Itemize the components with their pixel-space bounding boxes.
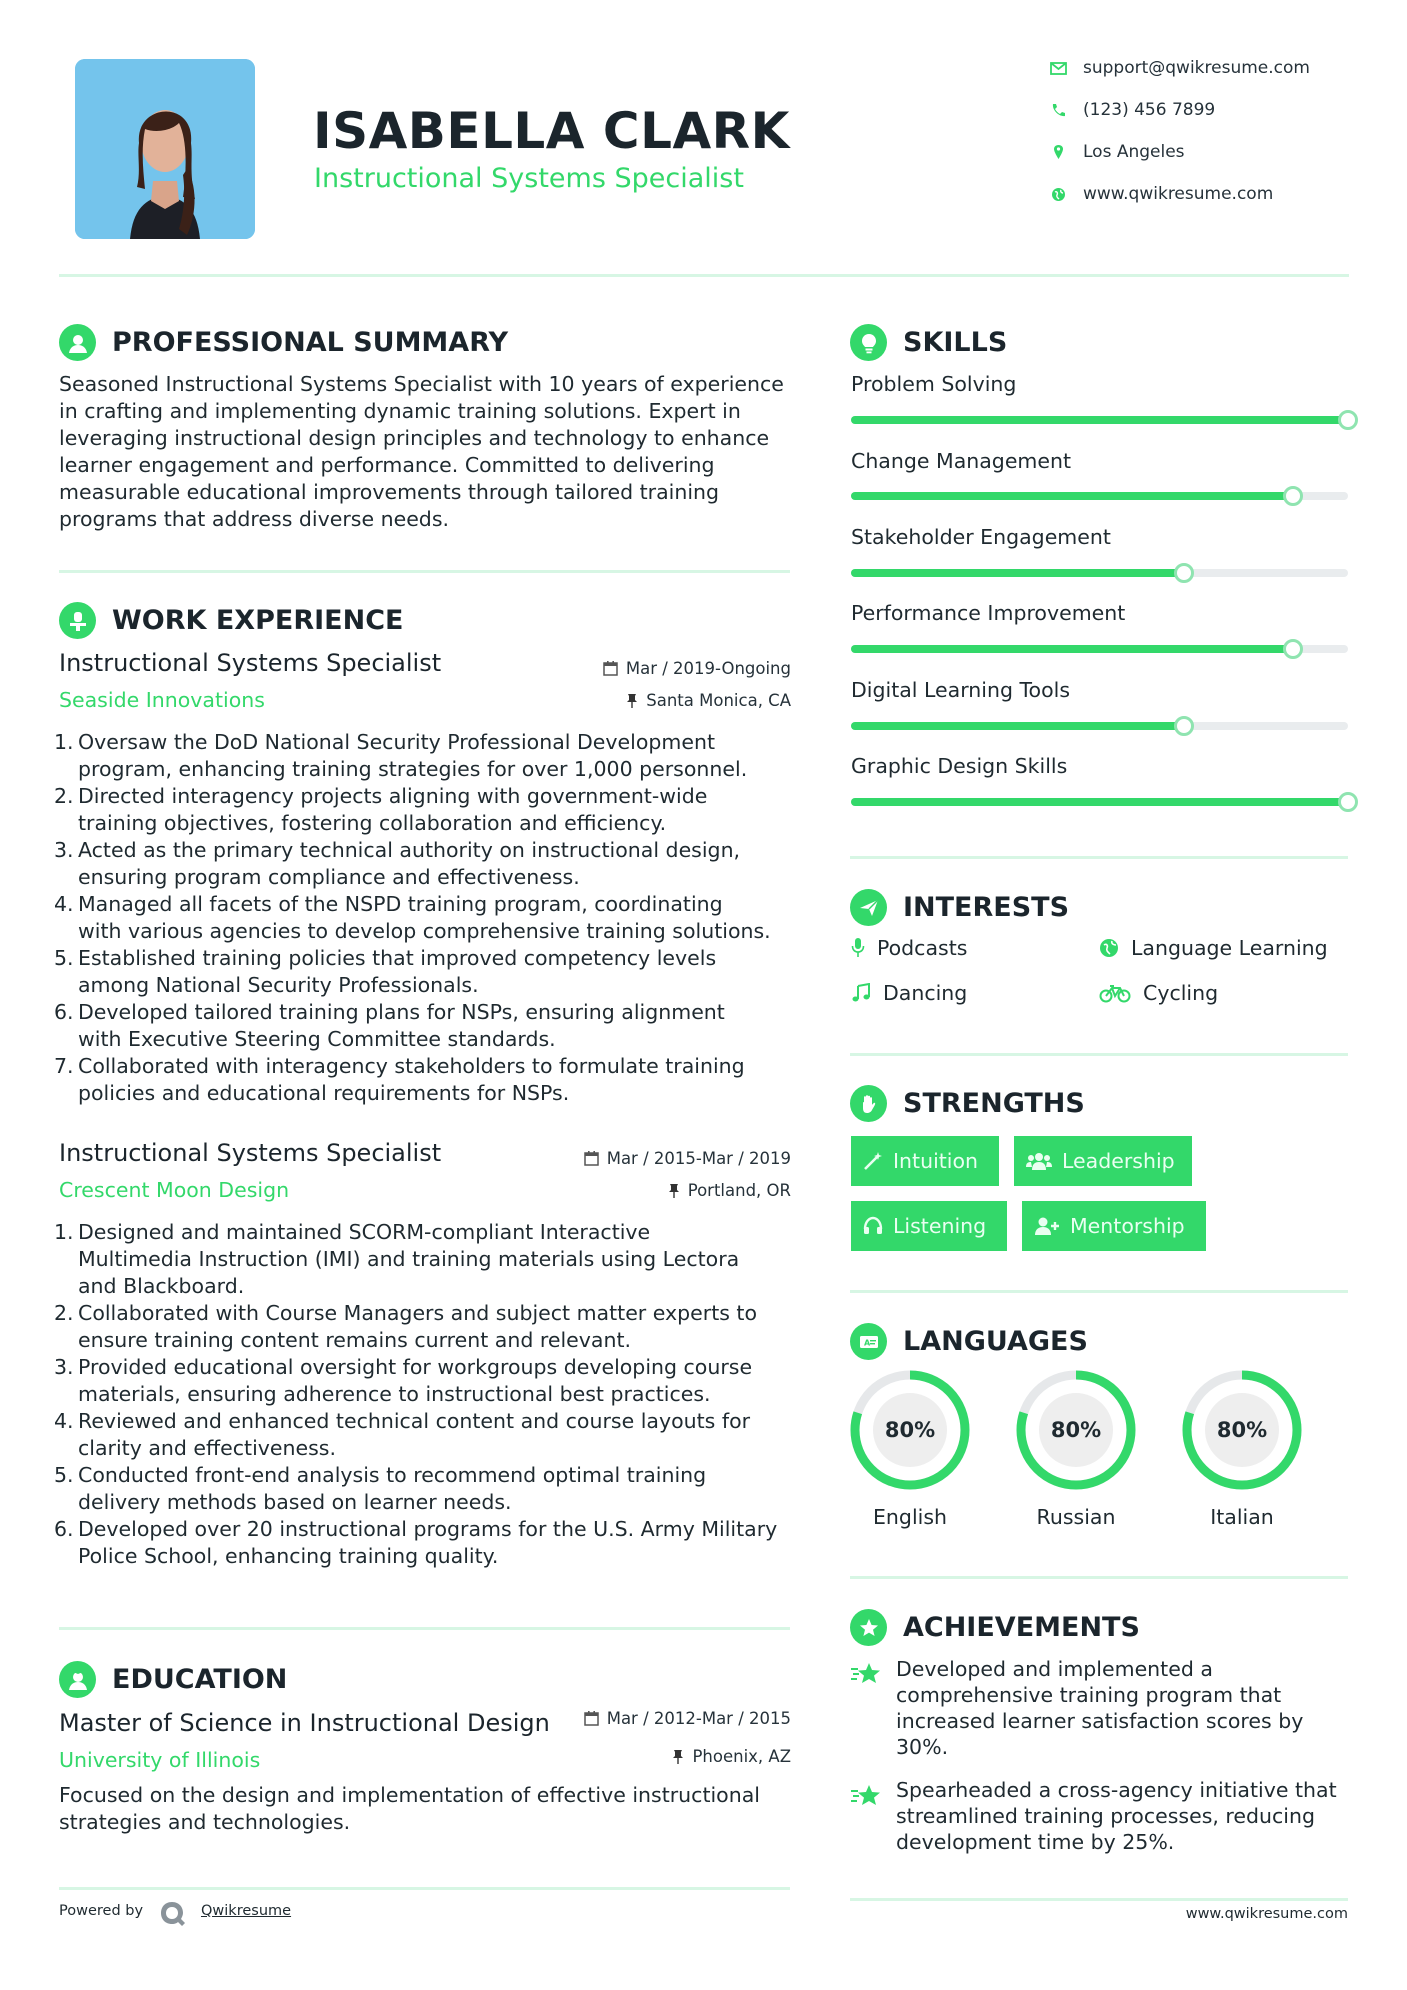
contact-email-text: support@qwikresume.com (1083, 58, 1310, 78)
star-icon (850, 1783, 884, 1813)
strength-chip-listening (851, 1201, 1007, 1251)
skill-bar-fill (851, 645, 1293, 653)
interest-language-learning (1099, 936, 1328, 960)
languages-divider (850, 1576, 1348, 1579)
job-bullets (54, 729, 809, 1107)
hand-icon (850, 1085, 887, 1122)
summary-heading (59, 324, 508, 361)
work-divider (59, 1627, 790, 1630)
interests-heading (850, 889, 1069, 926)
interest-label: Podcasts (877, 936, 968, 960)
star-badge-icon (850, 1609, 887, 1646)
skill-bar-knob[interactable] (1338, 792, 1358, 812)
skill-bar-knob[interactable] (1283, 639, 1303, 659)
contact-website-text: www.qwikresume.com (1083, 184, 1274, 204)
achievement-line: comprehensive training program that (896, 1683, 1282, 1707)
list-item: 1. Designed and maintained SCORM-compliant Interactive Multimedia Instruction (IMI) and training materials using Lectora and Blackboard. (54, 1220, 740, 1298)
achievement-line: Spearheaded a cross-agency initiative that (896, 1778, 1337, 1802)
skill-label: Change Management (851, 449, 1072, 473)
skill-bar (851, 645, 1348, 653)
map-pin-icon (1050, 144, 1067, 160)
summary-line: programs that address diverse needs. (59, 507, 450, 531)
interest-podcasts (851, 936, 967, 960)
interest-label: Language Learning (1131, 936, 1328, 960)
strength-chip-intuition (851, 1136, 999, 1186)
summary-line: Seasoned Instructional Systems Specialist with 10 years of experience (59, 372, 784, 396)
summary-line: learner engagement and performance. Committed to delivering (59, 453, 715, 477)
job-location-text: Portland, OR (687, 1181, 791, 1200)
achievement-line: streamlined training processes, reducing (896, 1804, 1315, 1828)
skills-heading-text: SKILLS (903, 327, 1008, 358)
phone-icon (1050, 103, 1067, 118)
svg-text:A: A (863, 1338, 870, 1347)
contact-location (1050, 142, 1185, 162)
list-item: 2. Directed interagency projects aligning with government-wide training objectives, fostering collaboration and efficiency. (54, 784, 708, 835)
skill-bar (851, 722, 1348, 730)
bicycle-icon (1099, 983, 1131, 1003)
skill-bar-fill (851, 722, 1184, 730)
strength-label: Intuition (893, 1149, 979, 1173)
education-line: strategies and technologies. (59, 1810, 351, 1834)
contact-phone[interactable] (1050, 100, 1215, 120)
podium-icon (59, 602, 96, 639)
job-date (603, 659, 791, 678)
education-heading (59, 1661, 287, 1698)
pushpin-icon (626, 693, 638, 708)
interest-label: Cycling (1143, 981, 1219, 1005)
list-item: 3. Provided educational oversight for workgroups developing course materials, ensuring adherence to instructional best practices. (54, 1355, 753, 1406)
strength-label: Mentorship (1070, 1214, 1185, 1238)
job-location (668, 1181, 791, 1200)
skills-divider (850, 856, 1348, 859)
skills-heading (850, 324, 1007, 361)
contact-email[interactable] (1050, 58, 1310, 78)
achievements-heading-text: ACHIEVEMENTS (903, 1612, 1140, 1643)
education-line: Focused on the design and implementation of effective instructional (59, 1783, 760, 1807)
interests-divider (850, 1053, 1348, 1056)
list-item: 3. Acted as the primary technical authority on instructional design, ensuring program compliance and effectiveness. (54, 838, 741, 889)
footer-divider-left (59, 1887, 790, 1890)
job-title: Instructional Systems Specialist (59, 1139, 442, 1167)
job-title: Instructional Systems Specialist (59, 649, 442, 677)
list-item: 1. Oversaw the DoD National Security Professional Development program, enhancing training strategies for over 1,000 personnel. (54, 730, 748, 781)
work-heading (59, 602, 403, 639)
list-item: 4. Reviewed and enhanced technical content and course layouts for clarity and effectiveness. (54, 1409, 751, 1460)
pushpin-icon (668, 1183, 680, 1198)
user-plus-icon (1034, 1216, 1060, 1236)
skill-bar-fill (851, 798, 1348, 806)
skill-label: Problem Solving (851, 372, 1017, 396)
lightbulb-icon (850, 324, 887, 361)
summary-line: leveraging instructional design principles and technology to enhance (59, 426, 770, 450)
list-item: 6. Developed over 20 instructional programs for the U.S. Army Military Police School, enhancing training quality. (54, 1517, 778, 1568)
calendar-icon (584, 1711, 599, 1726)
languages-heading (850, 1323, 1088, 1360)
achievement-item (896, 1656, 1356, 1760)
job-company: Seaside Innovations (59, 688, 265, 712)
profile-photo (75, 59, 255, 239)
job-date-text: Mar / 2019-Ongoing (625, 659, 791, 678)
summary-divider (59, 570, 790, 573)
language-card-icon (850, 1323, 887, 1360)
list-item: 4. Managed all facets of the NSPD training program, coordinating with various agencies to develop comprehensive training solutions. (54, 892, 771, 943)
magic-wand-icon (863, 1151, 883, 1171)
achievement-item (896, 1777, 1356, 1855)
achievement-line: development time by 25%. (896, 1830, 1175, 1854)
language-label: Italian (1210, 1505, 1274, 1529)
interest-cycling (1099, 981, 1218, 1005)
contact-website[interactable] (1050, 184, 1273, 204)
footer-divider-right (850, 1898, 1348, 1901)
list-item: 5. Established training policies that improved competency levels among National Security Professionals. (54, 946, 717, 997)
header-divider (59, 274, 1349, 277)
language-percent: 80% (884, 1418, 936, 1442)
interest-dancing (851, 981, 967, 1005)
summary-line: in crafting and implementing dynamic training solutions. Expert in (59, 399, 741, 423)
list-item: 2. Collaborated with Course Managers and subject matter experts to ensure training content remains current and relevant. (54, 1301, 758, 1352)
language-percent: 80% (1216, 1418, 1268, 1442)
language-ring (1180, 1368, 1304, 1492)
degree-title: Master of Science in Instructional Design (59, 1709, 550, 1737)
list-item: 7. Collaborated with interagency stakeholders to formulate training policies and educational requirements for NSPs. (54, 1054, 745, 1105)
summary-heading-text: PROFESSIONAL SUMMARY (112, 327, 509, 358)
skill-label: Digital Learning Tools (851, 678, 1071, 702)
work-heading-text: WORK EXPERIENCE (112, 605, 404, 636)
education-heading-text: EDUCATION (112, 1664, 288, 1695)
pushpin-icon (672, 1749, 684, 1764)
calendar-icon (603, 661, 618, 676)
envelope-icon (1050, 62, 1067, 75)
languages-heading-text: LANGUAGES (903, 1326, 1088, 1357)
language-label: Russian (1036, 1505, 1116, 1529)
education-location-text: Phoenix, AZ (692, 1747, 791, 1766)
job-bullets (54, 1219, 809, 1570)
education-description (59, 1782, 809, 1836)
achievement-line: increased learner satisfaction scores by (896, 1709, 1304, 1733)
language-percent: 80% (1050, 1418, 1102, 1442)
music-note-icon (851, 983, 871, 1003)
strength-label: Leadership (1062, 1149, 1175, 1173)
job-company: Crescent Moon Design (59, 1178, 290, 1202)
powered-by-label: Powered by (59, 1903, 144, 1919)
strength-label: Listening (893, 1214, 987, 1238)
globe-icon (1050, 187, 1067, 202)
skill-bar-knob[interactable] (1174, 563, 1194, 583)
education-location (672, 1747, 791, 1766)
users-icon (1026, 1151, 1052, 1171)
education-date-text: Mar / 2012-Mar / 2015 (606, 1709, 791, 1728)
job-location-text: Santa Monica, CA (646, 691, 791, 710)
list-item: 6. Developed tailored training plans for NSPs, ensuring alignment with Executive Steering Committee standards. (54, 1000, 725, 1051)
skill-bar-fill (851, 569, 1184, 577)
strength-chip-leadership (1014, 1136, 1192, 1186)
candidate-name: ISABELLA CLARK (313, 102, 790, 160)
skill-label: Stakeholder Engagement (851, 525, 1111, 549)
language-ring (1014, 1368, 1138, 1492)
achievements-heading (850, 1609, 1140, 1646)
language-label: English (872, 1505, 948, 1529)
education-date (584, 1709, 791, 1728)
summary-text (59, 371, 799, 533)
footer-website[interactable]: www.qwikresume.com (1185, 1906, 1348, 1922)
skill-label: Performance Improvement (851, 601, 1126, 625)
graduate-icon (59, 1661, 96, 1698)
language-ring (848, 1368, 972, 1492)
paper-plane-icon (850, 889, 887, 926)
qwikresume-link[interactable]: Qwikresume (201, 1903, 292, 1919)
globe-icon (1099, 938, 1119, 958)
skill-label: Graphic Design Skills (851, 754, 1068, 778)
skill-bar (851, 416, 1348, 424)
microphone-icon (851, 937, 865, 959)
summary-line: measurable educational improvements through tailored training (59, 480, 720, 504)
interests-heading-text: INTERESTS (903, 892, 1070, 923)
contact-location-text: Los Angeles (1083, 142, 1185, 162)
skill-bar-knob[interactable] (1174, 716, 1194, 736)
calendar-icon (584, 1151, 599, 1166)
user-circle-icon (59, 324, 96, 361)
strengths-heading-text: STRENGTHS (903, 1088, 1085, 1119)
strengths-divider (850, 1290, 1348, 1293)
skill-bar (851, 569, 1348, 577)
interest-label: Dancing (883, 981, 968, 1005)
headphones-icon (863, 1216, 883, 1236)
skill-bar-knob[interactable] (1338, 410, 1358, 430)
skill-bar-fill (851, 492, 1293, 500)
job-date (584, 1149, 791, 1168)
skill-bar (851, 492, 1348, 500)
list-item: 5. Conducted front-end analysis to recommend optimal training delivery methods based on learner needs. (54, 1463, 707, 1514)
job-location (626, 691, 791, 710)
qwikresume-logo-icon (158, 1899, 188, 1931)
skill-bar-fill (851, 416, 1348, 424)
achievement-line: Developed and implemented a (896, 1657, 1213, 1681)
strengths-heading (850, 1085, 1085, 1122)
skill-bar-knob[interactable] (1283, 486, 1303, 506)
candidate-title: Instructional Systems Specialist (314, 163, 744, 194)
job-date-text: Mar / 2015-Mar / 2019 (606, 1149, 791, 1168)
skill-bar (851, 798, 1348, 806)
achievement-line: 30%. (896, 1735, 949, 1759)
strength-chip-mentorship (1022, 1201, 1206, 1251)
contact-phone-text: (123) 456 7899 (1083, 100, 1216, 120)
star-icon (850, 1661, 884, 1691)
school-name: University of Illinois (59, 1748, 261, 1772)
